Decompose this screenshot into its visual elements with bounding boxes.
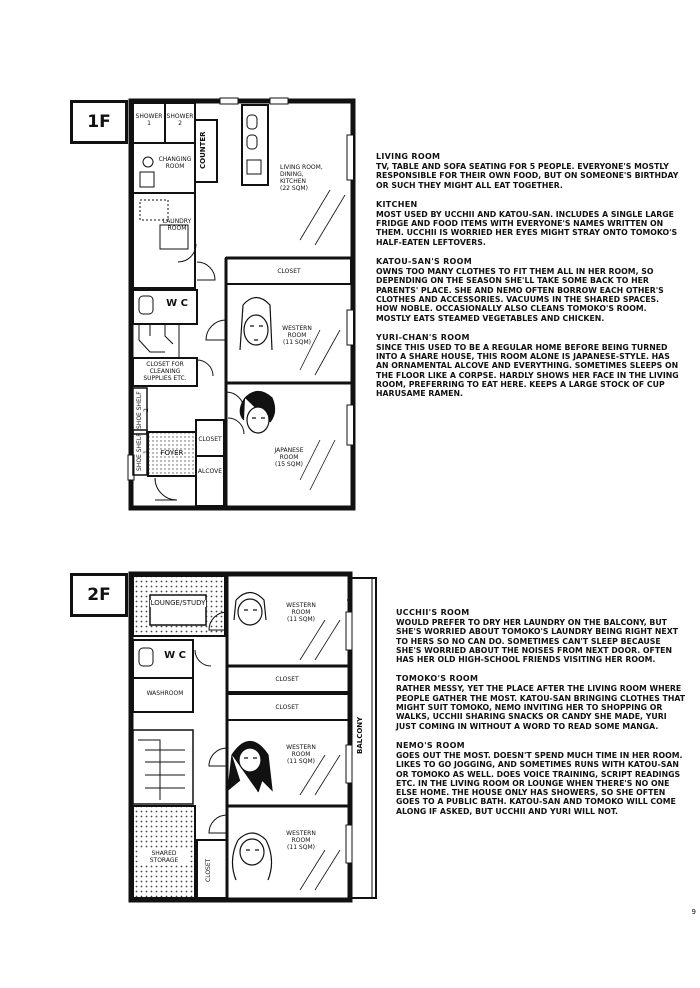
label-cleaning-closet: CLOSET FOR CLEANING SUPPLIES ETC.: [143, 361, 187, 382]
page-number: 9: [691, 908, 696, 916]
label-changing-room: CHANGING ROOM: [158, 156, 192, 170]
label-closet-1f: CLOSET: [277, 268, 301, 275]
desc-title: UCCHII'S ROOM: [396, 608, 470, 617]
desc-body: OWNS TOO MANY CLOTHES TO FIT THEM ALL IN HER ROOM, SO DEPENDING ON THE SEASON SHE'LL TAKE SOME BACK TO HER PARENTS' PLACE. SHE AND NEMO OFTEN BORROW EACH OTHER'S CLOTHES AND ACCESSORIES. VACUUMS IN THE SHARED SPACES. HOW NOBLE. OCCASIONALLY ALSO CLEANS TOMOKO'S ROOM. MOSTLY EATS STEAMED VEGETABLES AND CHICKEN.: [376, 267, 664, 323]
label-closet-small: CLOSET: [198, 436, 222, 443]
label-shower-2: SHOWER 2: [166, 113, 194, 127]
label-shared-storage: SHARED STORAGE: [140, 850, 188, 864]
label-foyer: FOYER: [160, 449, 184, 457]
label-washroom: WASHROOM: [146, 690, 184, 697]
desc-title: NEMO'S ROOM: [396, 740, 465, 750]
character-faces: [228, 298, 275, 881]
label-lounge-study: LOUNGE/STUDY: [150, 599, 206, 607]
floor-tag-1f: 1F: [70, 100, 128, 144]
desc-body: MOST USED BY UCCHII AND KATOU-SAN. INCLUDES A SINGLE LARGE FRIDGE AND FOOD ITEMS WITH EVERYONE'S NAMES WRITTEN ON THEM. UCCHII IS WORRIED HER EYES MIGHT STRAY ONTO TOMOKO'S HALF-EATEN LEFTOVERS.: [376, 209, 678, 247]
desc-body: SINCE THIS USED TO BE A REGULAR HOME BEFORE BEING TURNED INTO A SHARE HOUSE, THIS ROOM ALONE IS JAPANESE-STYLE. HAS AN ORNAMENTAL ALCOVE AND EVERYTHING. SOMETIMES SLEEPS ON THE FLOOR LIKE A CORPSE. HARDLY SHOWS HER FACE IN THE LIVING ROOM, PREFERRING TO EAT HERE. KEEPS A LARGE STOCK OF CUP HARUSAME RAMEN.: [376, 342, 679, 399]
desc-title: KITCHEN: [376, 199, 418, 209]
desc-title: YURI-CHAN'S ROOM: [376, 332, 470, 342]
desc-body: RATHER MESSY, YET THE PLACE AFTER THE LIVING ROOM WHERE PEOPLE GATHER THE MOST. KATOU-SAN BRINGING CLOTHES THAT MIGHT SUIT TOMOKO, NEMO INVITING HER TO SHOPPING OR WALKS, UCCHII SHARING SNACKS OR CANDY SHE MADE, YURI JUST COMING IN WITHOUT A WORD TO READ SOME MANGA.: [396, 684, 686, 731]
desc-body: WOULD PREFER TO DRY HER LAUNDRY ON THE BALCONY, BUT SHE'S WORRIED ABOUT TOMOKO'S LAUNDRY BEING RIGHT NEXT TO HERS SO NO CAN DO. SOMETIMES CAN'T SLEEP BECAUSE SHE'S WORRIED ABOUT THE NOISES FROM NEXT DOOR. OFTEN HAS HER OLD HIGH-SCHOOL FRIENDS VISITING HER ROOM.: [396, 618, 679, 665]
descriptions-2f: [396, 608, 686, 826]
floor-tag-2f: 2F: [70, 573, 128, 617]
desc-title: KATOU-SAN'S ROOM: [376, 257, 473, 267]
label-alcove: ALCOVE: [197, 468, 223, 475]
label-shower-1: SHOWER 1: [135, 113, 163, 127]
desc-title: TOMOKO'S ROOM: [396, 674, 479, 684]
label-closet-2f-3: CLOSET: [205, 858, 212, 882]
label-western-room-1f: WESTERN ROOM (11 SQM): [282, 325, 312, 346]
label-wc-2f: W C: [164, 650, 186, 661]
label-laundry-room: LAUNDRY ROOM: [162, 218, 192, 232]
label-balcony: BALCONY: [356, 716, 364, 754]
label-western-room-2f-1: WESTERN ROOM (11 SQM): [286, 602, 316, 623]
label-western-room-2f-2: WESTERN ROOM (11 SQM): [286, 744, 316, 765]
label-shoe-shelf-1: SHOE SHELF 1: [136, 433, 150, 471]
label-shoe-shelf-2: SHOE SHELF 2: [136, 391, 150, 429]
label-western-room-2f-3: WESTERN ROOM (11 SQM): [286, 830, 316, 851]
label-living-room: LIVING ROOM, DINING, KITCHEN (22 SQM): [280, 164, 323, 192]
descriptions-1f: [376, 152, 682, 409]
label-wc-1f: W C: [166, 298, 188, 309]
desc-title: LIVING ROOM: [376, 152, 441, 161]
desc-body: TV, TABLE AND SOFA SEATING FOR 5 PEOPLE. EVERYONE'S MOSTLY RESPONSIBLE FOR THEIR OWN FOOD, BUT ON SOMEONE'S BIRTHDAY OR SUCH THEY MIGHT ALL EAT TOGETHER.: [376, 162, 679, 190]
label-closet-2f-1: CLOSET: [275, 676, 299, 683]
label-closet-2f-2: CLOSET: [275, 704, 299, 711]
label-japanese-room: JAPANESE ROOM (15 SQM): [274, 447, 304, 468]
label-counter: COUNTER: [199, 131, 207, 169]
desc-body: GOES OUT THE MOST. DOESN'T SPEND MUCH TIME IN HER ROOM. LIKES TO GO JOGGING, AND SOMETIMES RUNS WITH KATOU-SAN OR TOMOKO AS WELL. DOES VOICE TRAINING, SCRIPT READINGS ETC. IN THE LIVING ROOM OR LOUNGE WHEN THERE'S NO ONE ELSE HOME. THE HOUSE ONLY HAS SHOWERS, SO SHE OFTEN GOES TO A PUBLIC BATH. KATOU-SAN AND TOMOKO WILL COME ALONG IF ASKED, BUT UCCHII AND YURI WILL NOT.: [396, 750, 683, 816]
